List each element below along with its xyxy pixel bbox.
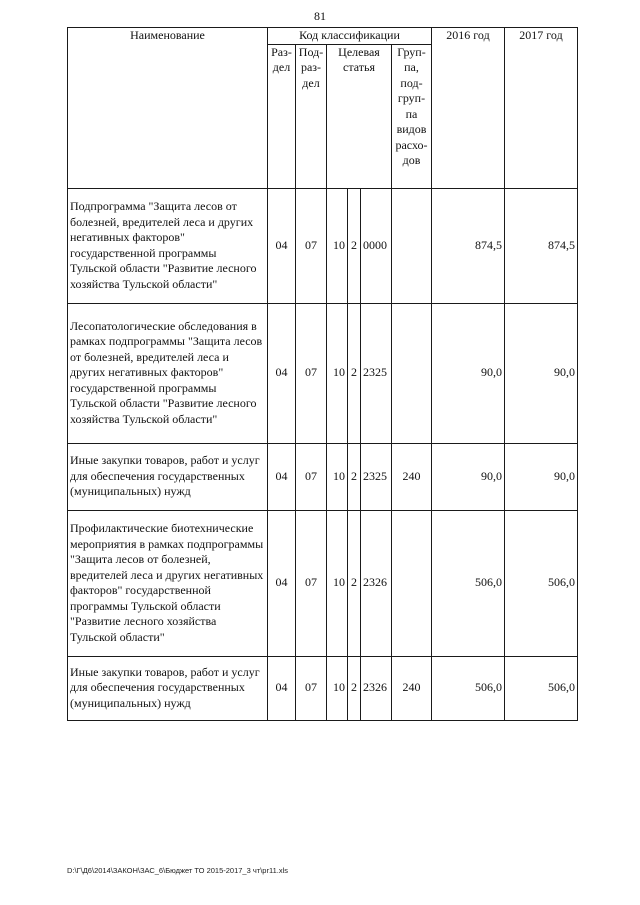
row-target-article-direction: 2325 [361,303,392,443]
file-path-footer: D:\Г\Д6\2014\ЗАКОН\ЗАС_6\Бюджет ТО 2015-2017_3 чт\pr11.xls [67,866,288,875]
row-amount-2017: 506,0 [505,656,578,720]
row-target-article-direction: 2325 [361,443,392,510]
header-section: Раз- дел [268,44,296,188]
row-amount-2017: 506,0 [505,510,578,656]
row-amount-2016: 506,0 [432,656,505,720]
table-row [68,443,578,510]
row-expense-group [392,303,432,443]
header-year-2017: 2017 год [505,28,578,189]
row-amount-2016: 90,0 [432,303,505,443]
header-subsection: Под- раз- дел [296,44,327,188]
header-expense-group: Груп- па, под- груп- па видов расхо- дов [392,44,432,188]
row-subsection: 07 [296,188,327,303]
table-row [68,656,578,720]
row-target-article-program: 10 [327,510,348,656]
row-section: 04 [268,188,296,303]
row-target-article-program: 10 [327,303,348,443]
table-row [68,188,578,303]
row-amount-2017: 90,0 [505,303,578,443]
row-expense-group: 240 [392,443,432,510]
row-section: 04 [268,656,296,720]
row-name: Подпрограмма "Защита лесов от болезней, вредителей леса и других негативных факторов" государственной программы Тульской области "Развитие лесного хозяйства Тульской области" [68,188,268,303]
header-name: Наименование [68,28,268,189]
row-target-article-program: 10 [327,188,348,303]
row-subsection: 07 [296,510,327,656]
row-target-article-subprogram: 2 [348,188,361,303]
row-amount-2016: 90,0 [432,443,505,510]
row-expense-group [392,510,432,656]
page-number: 81 [314,9,326,23]
row-amount-2016: 874,5 [432,188,505,303]
row-amount-2017: 874,5 [505,188,578,303]
row-amount-2016: 506,0 [432,510,505,656]
table-row [68,303,578,443]
row-target-article-program: 10 [327,656,348,720]
row-target-article-subprogram: 2 [348,303,361,443]
row-target-article-subprogram: 2 [348,510,361,656]
row-section: 04 [268,303,296,443]
row-name: Иные закупки товаров, работ и услуг для обеспечения государственных (муниципальных) нужд [68,443,268,510]
header-classification-code: Код классификации [268,28,432,45]
table-row [68,510,578,656]
row-name: Профилактические биотехнические мероприятия в рамках подпрограммы "Защита лесов от болезней, вредителей леса и других негативных факторов" государственной программы Тульской области "Развитие лесного хозяйства Тульской области" [68,510,268,656]
header-year-2016: 2016 год [432,28,505,189]
row-expense-group [392,188,432,303]
row-target-article-direction: 2326 [361,656,392,720]
header-target-article: Целевая статья [327,44,392,188]
row-expense-group: 240 [392,656,432,720]
row-target-article-direction: 2326 [361,510,392,656]
row-target-article-direction: 0000 [361,188,392,303]
budget-table [67,27,578,721]
row-target-article-program: 10 [327,443,348,510]
row-name: Иные закупки товаров, работ и услуг для обеспечения государственных (муниципальных) нужд [68,656,268,720]
row-section: 04 [268,443,296,510]
row-name: Лесопатологические обследования в рамках подпрограммы "Защита лесов от болезней, вредителей леса и других негативных факторов" государственной программы Тульской области "Развитие лесного хозяйства Тульской области" [68,303,268,443]
row-subsection: 07 [296,303,327,443]
row-target-article-subprogram: 2 [348,443,361,510]
row-target-article-subprogram: 2 [348,656,361,720]
row-section: 04 [268,510,296,656]
row-subsection: 07 [296,443,327,510]
row-amount-2017: 90,0 [505,443,578,510]
row-subsection: 07 [296,656,327,720]
